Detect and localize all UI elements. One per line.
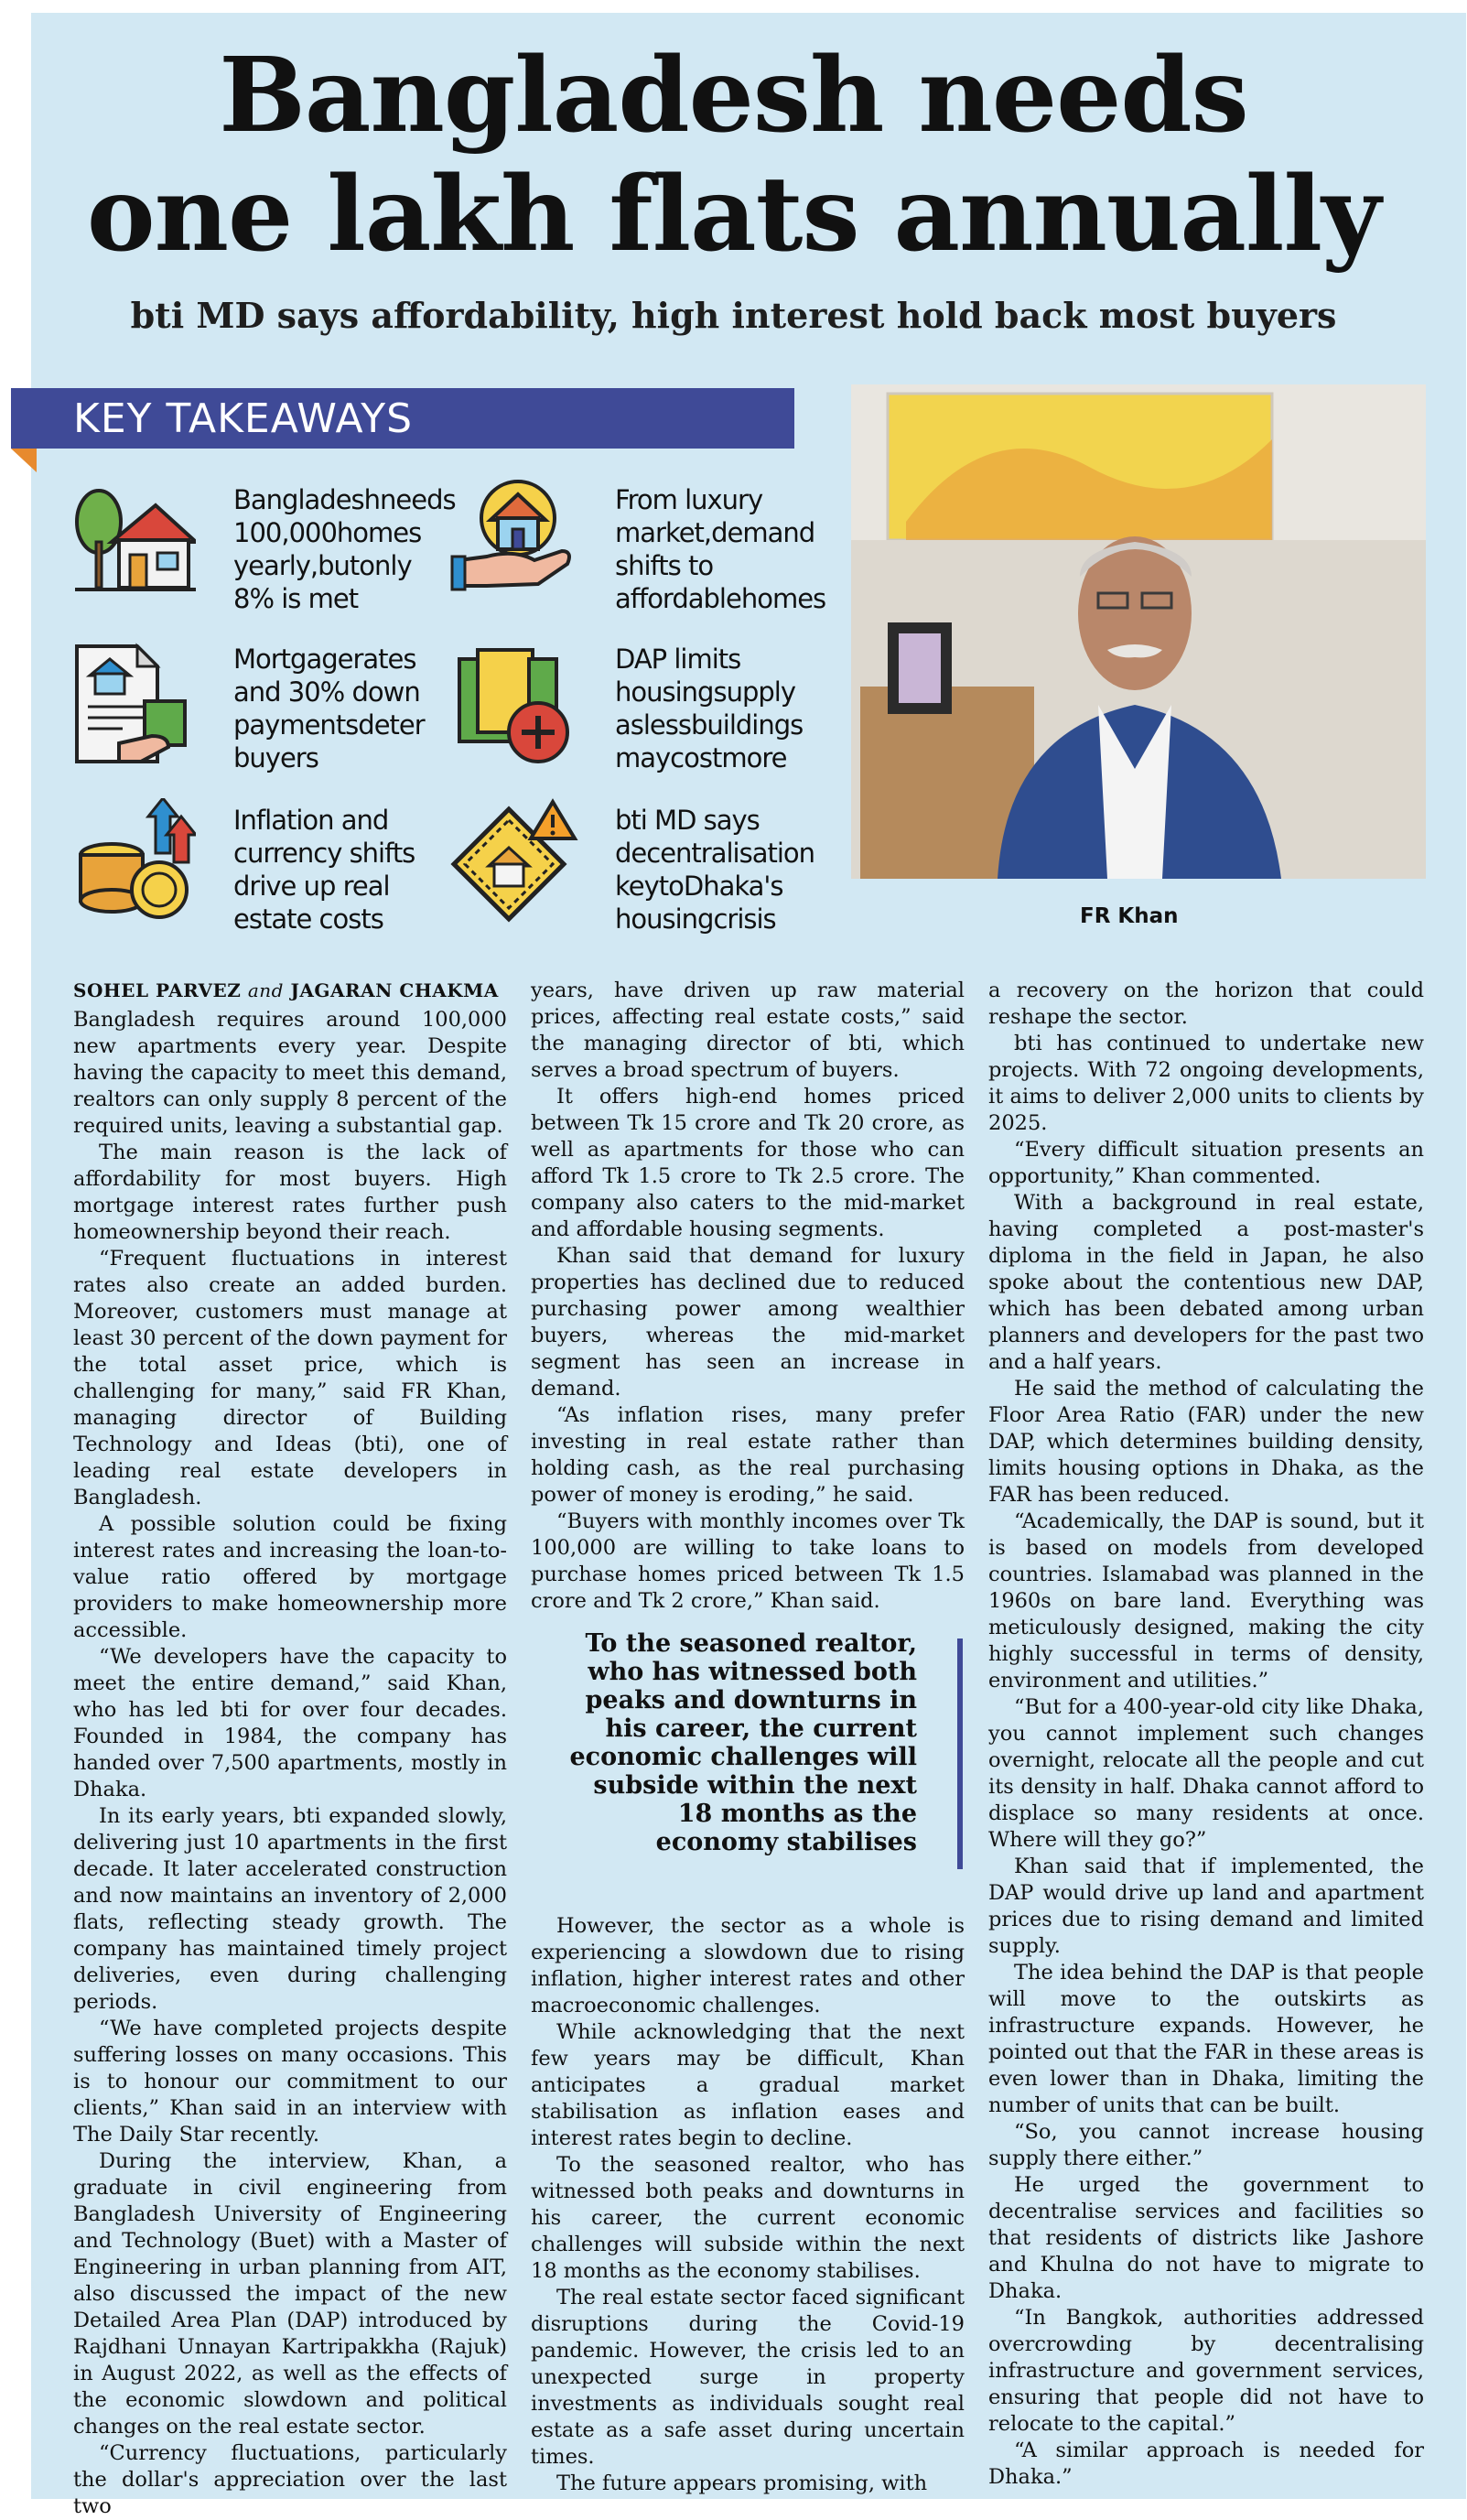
- paragraph: To the seasoned realtor, who has witnessed both peaks and downturns in his career, the current economic challenges will subside within the next 18 months as the economy stabilises.: [531, 2153, 965, 2283]
- paragraph: During the interview, Khan, a graduate in civil engineering from Bangladesh University of Engineering and Technology (Buet) with a Master of Engineering in urban planning from AIT, also discussed the impact of the new Detailed Area Plan (DAP) introduced by Rajdhani Unnayan Kartripakkha (Rajuk) in August 2022, as well as the effects of the economic slowdown and political changes on the real estate sector.: [73, 2149, 507, 2439]
- paragraph: The idea behind the DAP is that people will move to the outskirts as infrastructure expands. However, he pointed out that the FAR in these areas is even lower than in Dhaka, limiting the number of units that can be built.: [988, 1961, 1424, 2117]
- paragraph: Khan said that if implemented, the DAP would drive up land and apartment prices due to rising demand and limited supply.: [988, 1855, 1424, 1958]
- paragraph: In its early years, bti expanded slowly, delivering just 10 apartments in the first decade. It later accelerated construction and now maintains an inventory of 2,000 flats, reflecting steady growth. The company has maintained timely project deliveries, even during challenging periods.: [73, 1804, 507, 2014]
- takeaway-3-text: Mortgagerates and 30% down paymentsdeter buyers: [233, 644, 425, 773]
- paragraph: “We have completed projects despite suffering losses on many occasions. This is to honour our commitment to our clients,” Khan said in an interview with The Daily Star recently.: [73, 2017, 507, 2147]
- paragraph: However, the sector as a whole is experiencing a slowdown due to rising inflation, higher interest rates and other macroeconomic challenges.: [531, 1914, 965, 2017]
- key-takeaways-title: KEY TAKEAWAYS: [73, 395, 414, 442]
- takeaway-4-text: DAP limits housingsupply aslessbuildings maycostmore: [615, 644, 804, 773]
- house-warning-icon: [450, 798, 578, 926]
- article-column-2-bottom: [531, 1913, 965, 2497]
- byline: [73, 979, 499, 1001]
- paragraph: years, have driven up raw material prices, affecting real estate costs,” said the managing director of bti, which serves a broad spectrum of buyers.: [531, 979, 965, 1082]
- coins-arrows-icon: [68, 798, 196, 926]
- banner-fold: [11, 449, 37, 472]
- byline-author-2: JAGARAN CHAKMA: [290, 979, 499, 1001]
- paragraph: “Frequent fluctuations in interest rates also create an added burden. Moreover, customers must manage at least 30 percent of the down payment for the total asset price, which is challenging for many,” said FR Khan, managing director of Building Technology and Ideas (bti), one of leading real estate developers in Bangladesh.: [73, 1247, 507, 1509]
- headline-line-2: one lakh flats annually: [86, 155, 1381, 275]
- article-column-3: [988, 978, 1424, 2491]
- photo-caption: FR Khan: [1080, 904, 1179, 928]
- paragraph: “Academically, the DAP is sound, but it is based on models from developed countries. Islamabad was planned in the 1960s on bare land. Everything was meticulously designed, making the city highly successful in terms of density, environment and utilities.”: [988, 1509, 1424, 1693]
- paragraph: “We developers have the capacity to meet the entire demand,” said Khan, who has led bti for over four decades. Founded in 1984, the company has handed over 7,500 apartments, mostly in Dhaka.: [73, 1645, 507, 1801]
- takeaway-5-text: Inflation and currency shifts drive up real estate costs: [233, 805, 415, 935]
- paragraph: Bangladesh requires around 100,000 new apartments every year. Despite having the capacity to meet this demand, realtors can only supply 8 percent of the required units, leaving a substantial gap.: [73, 1008, 507, 1138]
- paragraph: a recovery on the horizon that could reshape the sector.: [988, 979, 1424, 1029]
- paragraph: “So, you cannot increase housing supply there either.”: [988, 2120, 1424, 2170]
- paragraph: bti has continued to undertake new projects. With 72 ongoing developments, it aims to deliver 2,000 units to clients by 2025.: [988, 1032, 1424, 1135]
- takeaway-2-text: From luxury market,demand shifts to affordablehomes: [615, 484, 826, 614]
- paragraph: “A similar approach is needed for Dhaka.”: [988, 2439, 1424, 2489]
- byline-and: and: [247, 979, 284, 1001]
- subheadline: bti MD says affordability, high interest hold back most buyers: [130, 295, 1337, 336]
- hand-house-icon: [450, 472, 578, 600]
- paragraph: “But for a 400-year-old city like Dhaka, you cannot implement such changes overnight, relocate all the people and cut its density in half. Dhaka cannot afford to displace so many residents at once. Where will they go?”: [988, 1695, 1424, 1852]
- paragraph: “Currency fluctuations, particularly the dollar's appreciation over the last two: [73, 2441, 507, 2518]
- paragraph: He urged the government to decentralise services and facilities so that residents of districts like Jashore and Khulna do not have to migrate to Dhaka.: [988, 2173, 1424, 2303]
- paragraph: The real estate sector faced significant disruptions during the Covid-19 pandemic. However, the crisis led to an unexpected surge in property investments as individuals sought real estate as a safe asset during uncertain times.: [531, 2286, 965, 2469]
- article-column-1: [73, 1007, 507, 2520]
- takeaway-1-text: Bangladeshneeds 100,000homes yearly,butonly 8% is met: [233, 484, 456, 614]
- paragraph: A possible solution could be fixing interest rates and increasing the loan-to-value ratio offered by mortgage providers to make homeownership more accessible.: [73, 1512, 507, 1642]
- house-icon: [68, 478, 196, 606]
- paragraph: While acknowledging that the next few years may be difficult, Khan anticipates a gradual market stabilisation as inflation eases and interest rates begin to decline.: [531, 2020, 965, 2150]
- paragraph: Khan said that demand for luxury properties has declined due to reduced purchasing power among wealthier buyers, whereas the mid-market segment has seen an increase in demand.: [531, 1244, 965, 1401]
- article-column-2-top: [531, 978, 965, 1615]
- paragraph: “As inflation rises, many prefer investing in real estate rather than holding cash, as the real purchasing power of money is eroding,” he said.: [531, 1403, 965, 1507]
- paragraph: “Every difficult situation presents an opportunity,” Khan commented.: [988, 1138, 1424, 1188]
- pull-quote: To the seasoned realtor, who has witnessed both peaks and downturns in his career, the current economic challenges will subside within the next 18 months as the economy stabilises: [569, 1629, 917, 1856]
- headline-line-1: Bangladesh needs: [219, 36, 1248, 156]
- takeaway-6-text: bti MD says decentralisation keytoDhaka's housingcrisis: [615, 805, 815, 935]
- paragraph: “Buyers with monthly incomes over Tk 100,000 are willing to take loans to purchase homes priced between Tk 1.5 crore and Tk 2 crore,” Khan said.: [531, 1509, 965, 1613]
- money-plus-icon: [450, 641, 578, 769]
- paragraph: He said the method of calculating the Floor Area Ratio (FAR) under the new DAP, which determines building density, limits housing options in Dhaka, as the FAR has been reduced.: [988, 1377, 1424, 1507]
- paragraph: The main reason is the lack of affordability for most buyers. High mortgage interest rates further push homeownership beyond their reach.: [73, 1141, 507, 1244]
- paragraph: With a background in real estate, having completed a post-master's diploma in the field in Japan, he also spoke about the contentious new DAP, which has been debated among urban planners and developers for the past two and a half years.: [988, 1191, 1424, 1374]
- mortgage-document-icon: [68, 641, 196, 769]
- byline-author-1: SOHEL PARVEZ: [73, 979, 242, 1001]
- paragraph: “In Bangkok, authorities addressed overcrowding by decentralising infrastructure and government services, ensuring that people did not have to relocate to the capital.”: [988, 2306, 1424, 2436]
- pull-quote-bar: [957, 1639, 963, 1869]
- portrait-photo: [851, 384, 1426, 879]
- paragraph: It offers high-end homes priced between Tk 15 crore and Tk 20 crore, as well as apartments for those who can afford Tk 1.5 crore to Tk 2.5 crore. The company also caters to the mid-market and affordable housing segments.: [531, 1085, 965, 1241]
- paragraph: The future appears promising, with: [556, 2471, 928, 2495]
